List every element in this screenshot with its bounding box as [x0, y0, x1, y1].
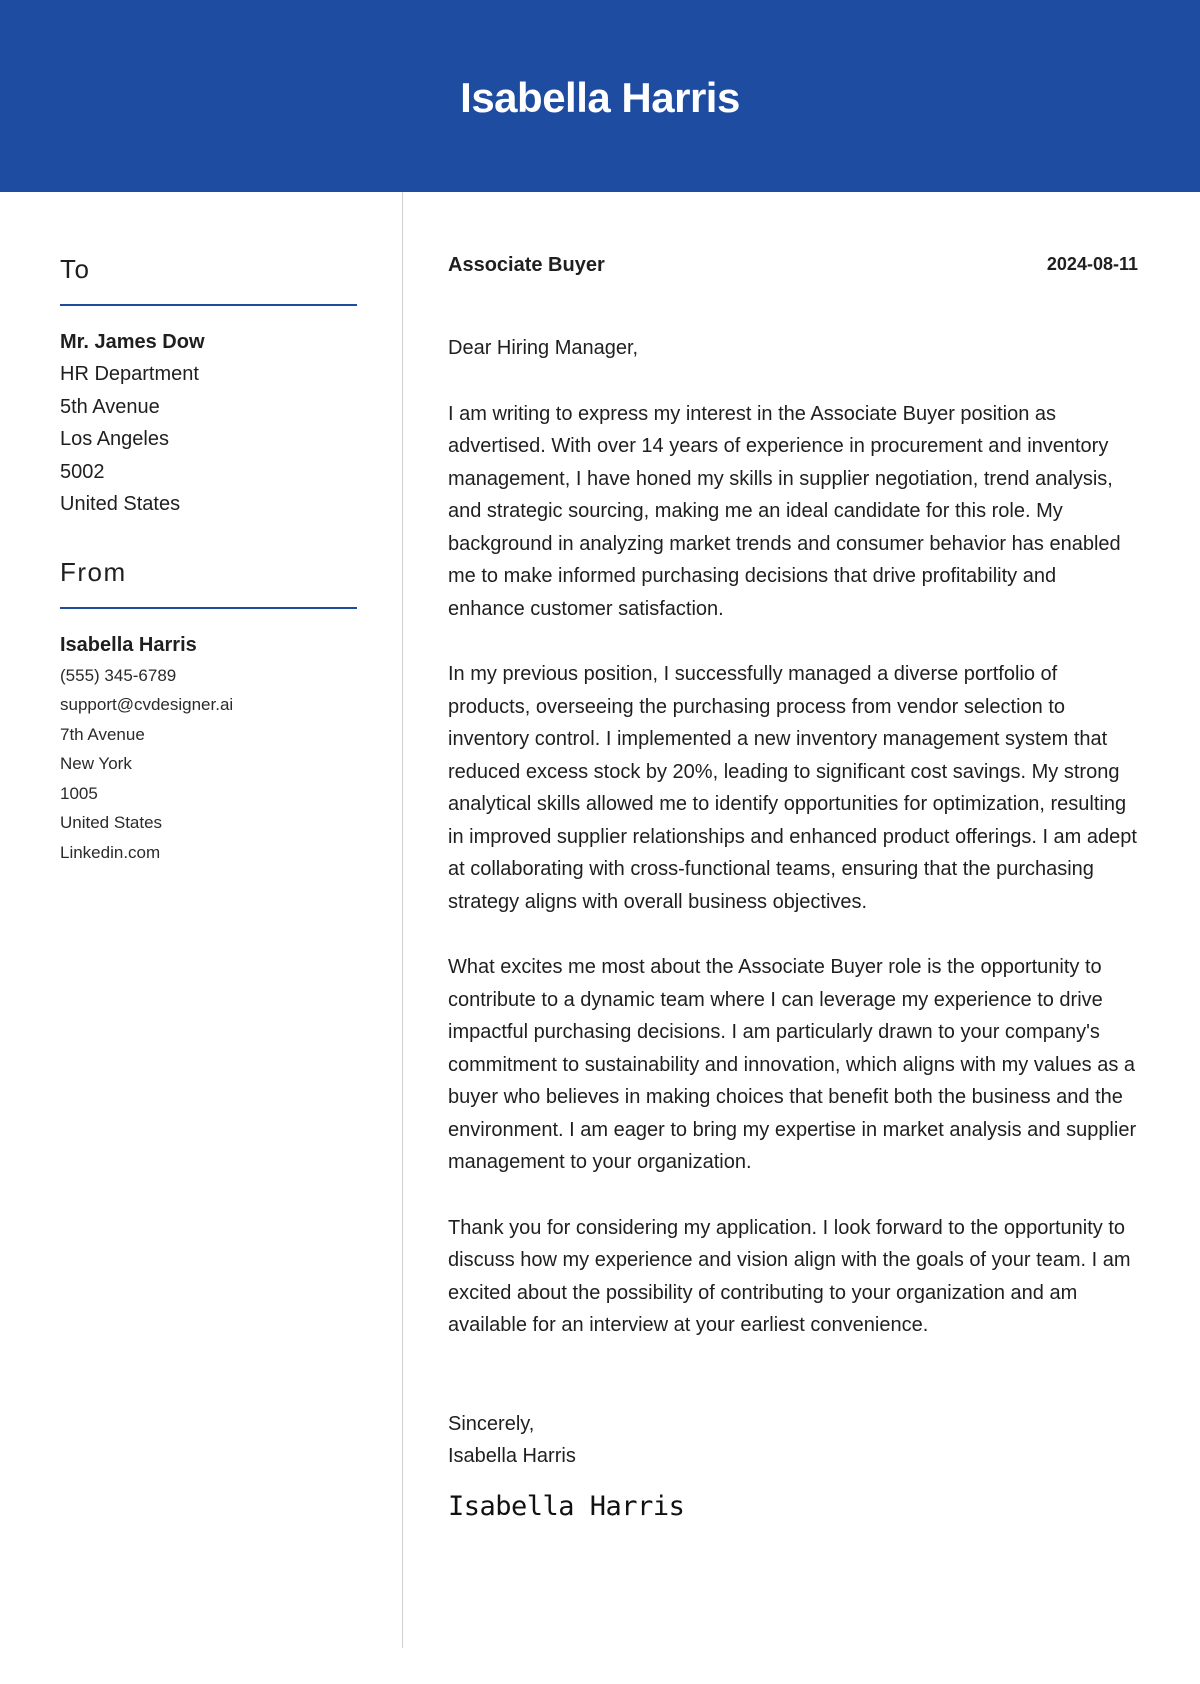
sender-website: Linkedin.com: [60, 842, 161, 862]
recipient-zip: 5002: [60, 460, 105, 483]
from-rule: [60, 607, 357, 609]
letter-meta: [448, 250, 1138, 280]
paragraph-1: I am writing to express my interest in the Associate Buyer position as advertised. With over 14 years of experience in procurement and inventory management, I have honed my skills in supplier negotiation, trend analysis, and strategic sourcing, making me an ideal candidate for this role. My background in analyzing market trends and consumer behavior has enabled me to make informed purchasing decisions that drive profitability and enhance customer satisfaction.: [448, 402, 1121, 620]
applicant-name: Isabella Harris: [460, 74, 740, 121]
header-banner: [0, 0, 1200, 192]
salutation: Dear Hiring Manager,: [448, 337, 639, 359]
sender-email: support@cvdesigner.ai: [60, 695, 234, 714]
column-divider: [402, 192, 403, 1648]
closing-phrase: Sincerely,: [448, 1412, 535, 1435]
to-rule: [60, 304, 357, 306]
closing-name: Isabella Harris: [448, 1445, 576, 1467]
recipient-street: 5th Avenue: [60, 395, 160, 418]
sender-phone: (555) 345-6789: [60, 665, 177, 685]
recipient-country: United States: [60, 493, 181, 515]
sender-country: United States: [60, 813, 163, 832]
sender-zip: 1005: [60, 783, 98, 803]
recipient-city: Los Angeles: [60, 428, 169, 450]
letter-body: [448, 250, 1138, 1522]
from-section: [60, 555, 357, 868]
closing: [448, 1408, 1138, 1473]
sender-city: New York: [60, 754, 132, 773]
sender-name: Isabella Harris: [60, 633, 197, 656]
letter-date: 2024-08-11: [1046, 254, 1138, 274]
to-section: [60, 252, 357, 521]
job-title: Associate Buyer: [448, 254, 605, 276]
paragraph-4: Thank you for considering my application. I look forward to the opportunity to discuss how my experience and vision align with the goals of your team. I am excited about the possibility of contributing to your organization and am available for an interview at your earliest convenience.: [448, 1216, 1131, 1336]
sender-street: 7th Avenue: [60, 724, 145, 744]
to-heading: To: [60, 254, 91, 284]
paragraph-2: In my previous position, I successfully managed a diverse portfolio of products, overseeing the purchasing process from vendor selection to inventory control. I implemented a new inventory management system that reduced excess stock by 20%, leading to significant cost savings. My strong analytical skills allowed me to identify opportunities for optimization, resulting in improved supplier relationships and enhanced product offerings. I am adept at collaborating with cross-functional teams, ensuring that the purchasing strategy aligns with overall business objectives.: [448, 663, 1137, 913]
recipient-name: Mr. James Dow: [60, 331, 205, 353]
sidebar: [60, 252, 357, 867]
paragraph-3: What excites me most about the Associate Buyer role is the opportunity to contribute to a dynamic team where I can leverage my experience to drive impactful purchasing decisions. I am particularly drawn to your company's commitment to sustainability and innovation, which aligns with my values as a buyer who believes in making choices that benefit both the business and the environment. I am eager to bring my expertise in market analysis and supplier management to your organization.: [448, 956, 1137, 1173]
signature: Isabella Harris: [448, 1490, 685, 1522]
recipient-department: HR Department: [60, 363, 199, 385]
from-heading: From: [60, 556, 127, 587]
